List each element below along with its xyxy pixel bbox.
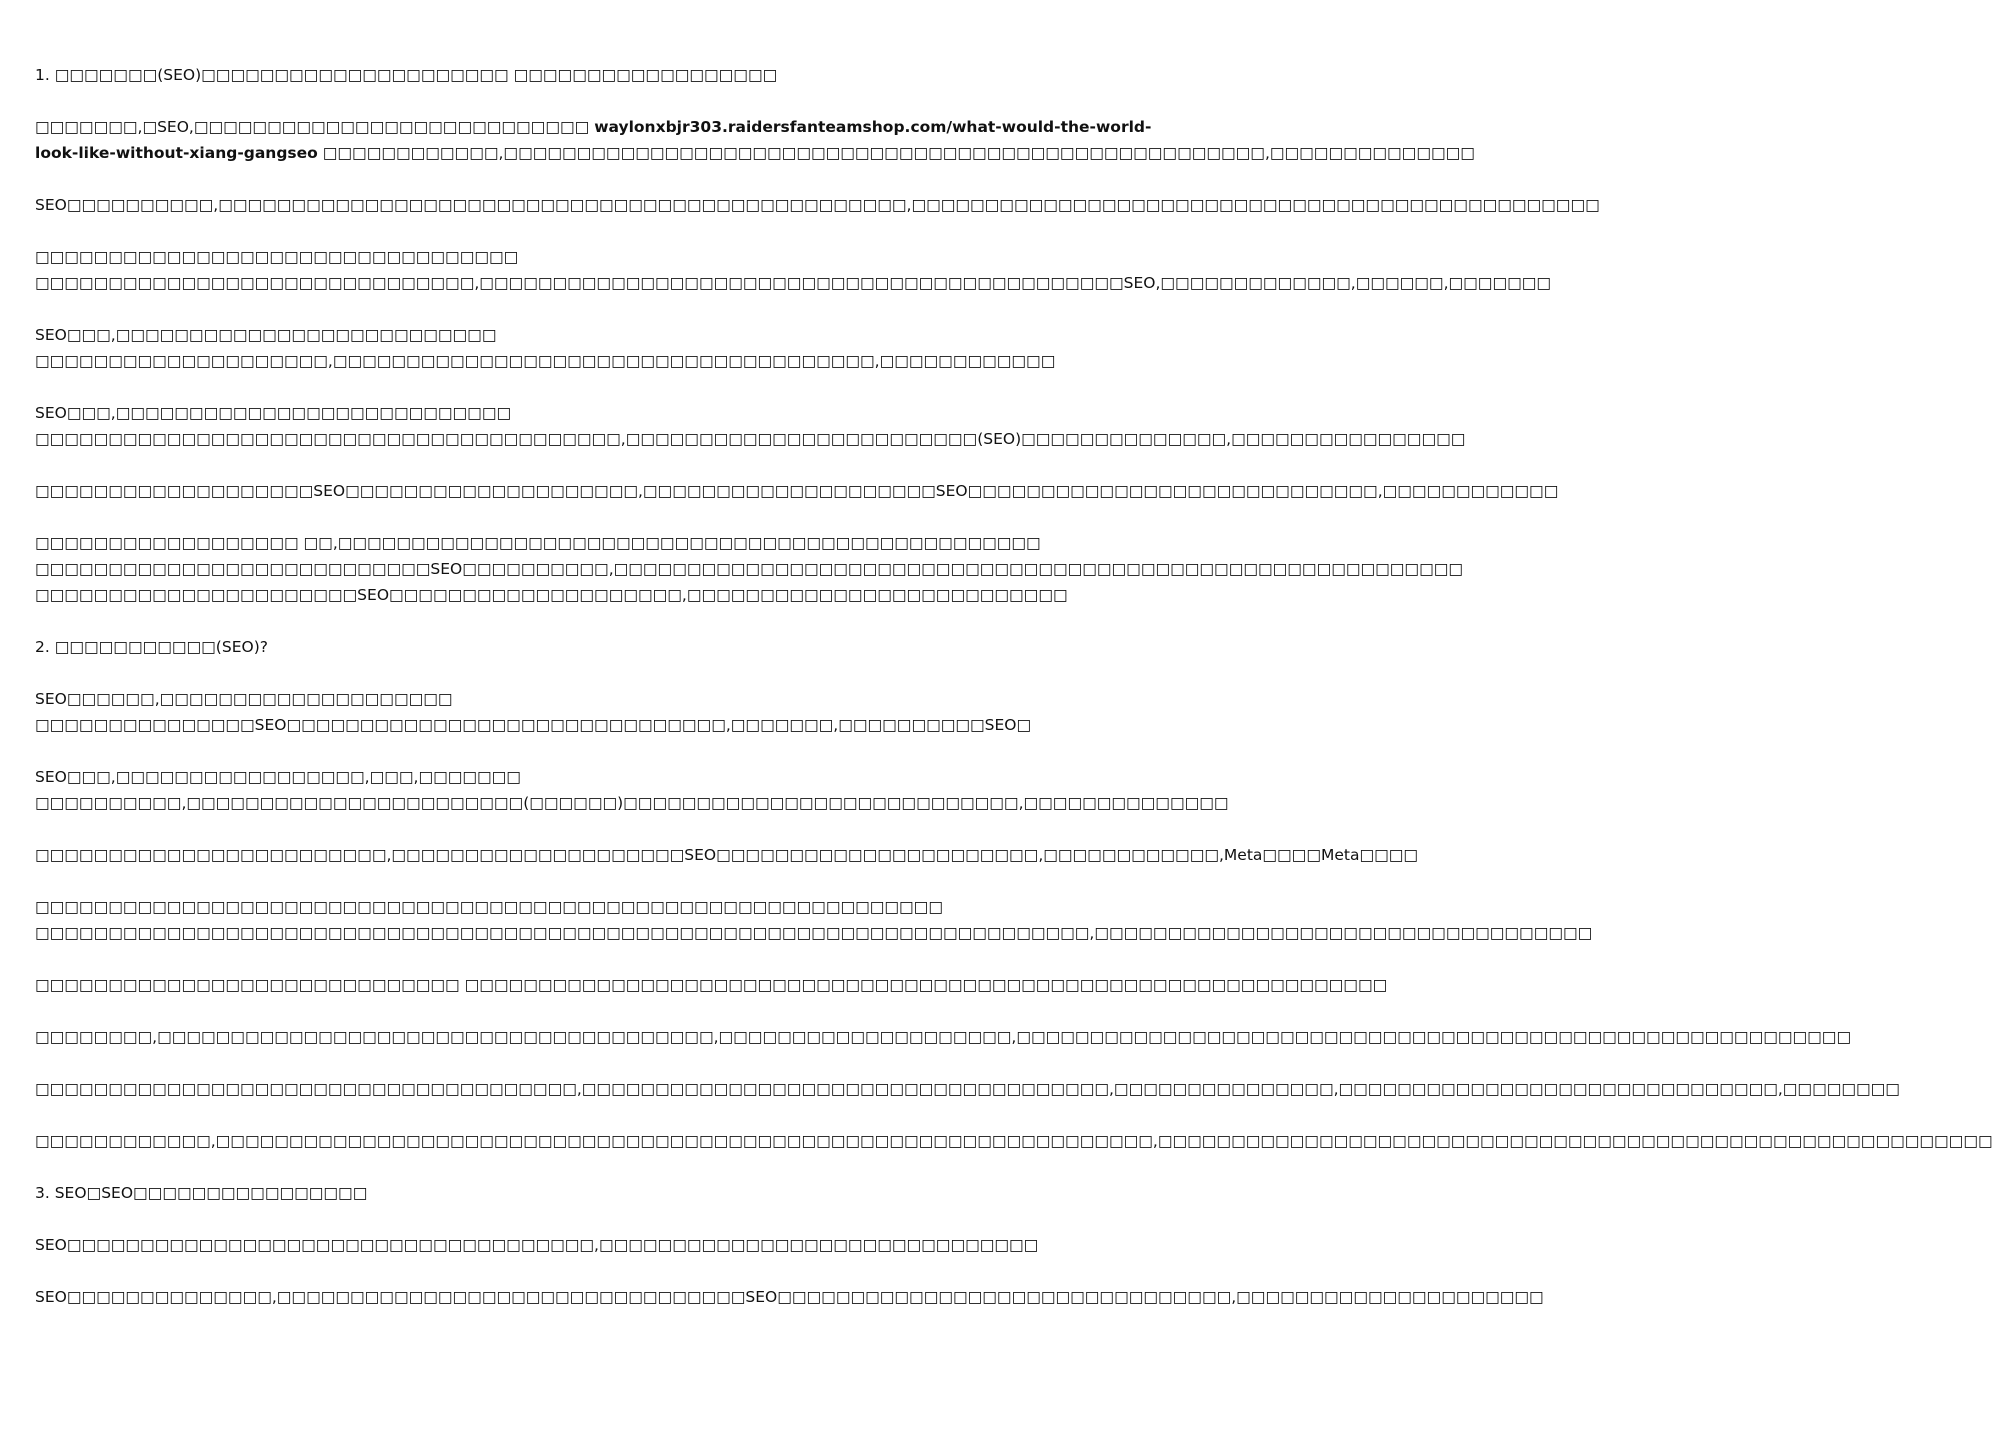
paragraph: □□□□□□□□□□□□□□□□□□□□□□□□□□□□□□□□□□□□□□□□□□□□□□□□□□□□□□□□□□□□□□ □□□□□□□□□□□□□□□□□□□□□□□□□□□□□□□□□□□□□□□□□□□□□□□□□□□□□□□□□□□□□□□□□□□□□□□□,□□□□□□□□□□□□□□□□□□□□□□□□□□□□□□□□□□	[35, 898, 1593, 942]
paragraph: □□□□□□□□□□□□□□□□□□□□□□□□,□□□□□□□□□□□□□□□□□□□□SEO□□□□□□□□□□□□□□□□□□□□□□,□□□□□□□□□□□□,Meta□□□□Meta□□□□	[35, 846, 1419, 864]
paragraph: □□□□□□□□□□□□□□□□□□□□□□□□□□□□□□□□□□□□□,□□□□□□□□□□□□□□□□□□□□□□□□□□□□□□□□□□□□,□□□□□□□□□□□□□□□,□□□□□□□□□□□□□□□□□□□□□□□□□□□□□□,□□□□□□□□	[35, 1080, 1900, 1098]
paragraph: □□□□□□□□□□□□□□□□□□ □□,□□□□□□□□□□□□□□□□□□□□□□□□□□□□□□□□□□□□□□□□□□□□□□□□ □□□□□□□□□□□□□□□□□□□□□□□□□□□SEO□□□□□□□□□□,□□□□□□□□□□□□□□□□□□□□□□□□□□□□□□□□□□□□□□□□□□□□□□□□□□□□□□□□□□ □□□□□□□□□□□□□□□□□□□□□□SEO□□□□□□□□□□□□□□□□□□□□,□□□□□□□□□□□□□□□□□□□□□□□□□□	[35, 534, 1464, 604]
paragraph: SEO□□□□□□□□□□,□□□□□□□□□□□□□□□□□□□□□□□□□□□□□□□□□□□□□□□□□□□□□□□,□□□□□□□□□□□□□□□□□□□□□□□□□□□□□□□□□□□□□□□□□□□□□□□	[35, 196, 1600, 214]
paragraph: SEO□□□,□□□□□□□□□□□□□□□□□□□□□□□□□□□ □□□□□□□□□□□□□□□□□□□□□□□□□□□□□□□□□□□□□□□□,□□□□□□□□□□□□□□□□□□□□□□□□(SEO)□□□□□□□□□□□□□□,□□□□□□□□□□□□□□□□	[35, 404, 1466, 448]
link-paragraph-line-2: look-like-without-xiang-gangseo □□□□□□□□□□□□,□□□□□□□□□□□□□□□□□□□□□□□□□□□□□□□□□□□□□□□□□□□□□□□□□□□□,□□□□□□□□□□□□□□	[35, 144, 1475, 162]
link-paragraph-line-1: □□□□□□□,□SEO,□□□□□□□□□□□□□□□□□□□□□□□□□□□ waylonxbjr303.raidersfanteamshop.com/what-would-the-world-	[35, 118, 1152, 136]
heading-section-2: 2. □□□□□□□□□□□(SEO)?	[35, 638, 268, 656]
heading-section-1: 1. □□□□□□□(SEO)□□□□□□□□□□□□□□□□□□□□□ □□□□□□□□□□□□□□□□□□	[35, 66, 778, 84]
paragraph: SEO□□□□□□,□□□□□□□□□□□□□□□□□□□□ □□□□□□□□□□□□□□□SEO□□□□□□□□□□□□□□□□□□□□□□□□□□□□□□,□□□□□□□,□□□□□□□□□□SEO□	[35, 690, 1032, 734]
paragraph: SEO□□□,□□□□□□□□□□□□□□□□□□□□□□□□□□ □□□□□□□□□□□□□□□□□□□□,□□□□□□□□□□□□□□□□□□□□□□□□□□□□□□□□□□□□□,□□□□□□□□□□□□	[35, 326, 1056, 370]
paragraph: □□□□□□□□□□□□□□□□□□□SEO□□□□□□□□□□□□□□□□□□□□,□□□□□□□□□□□□□□□□□□□□SEO□□□□□□□□□□□□□□□□□□□□□□□□□□□□,□□□□□□□□□□□□	[35, 482, 1559, 500]
document-body	[35, 62, 1993, 1336]
paragraph: □□□□□□□□□□□□,□□□□□□□□□□□□□□□□□□□□□□□□□□□□□□□□□□□□□□□□□□□□□□□□□□□□□□□□□□□□□□□□,□□□□□□□□□□□□□□□□□□□□□□□□□□□□□□□□□□□□□□□□□□□□□□□□□□□□□□□□□	[35, 1132, 1993, 1150]
article-link-continued[interactable]: look-like-without-xiang-gangseo	[35, 144, 318, 162]
paragraph: □□□□□□□□,□□□□□□□□□□□□□□□□□□□□□□□□□□□□□□□□□□□□□□,□□□□□□□□□□□□□□□□□□□□,□□□□□□□□□□□□□□□□□□□□□□□□□□□□□□□□□□□□□□□□□□□□□□□□□□□□□□□□□	[35, 1028, 1852, 1046]
article-link[interactable]: waylonxbjr303.raidersfanteamshop.com/what-would-the-world-	[594, 118, 1152, 136]
paragraph-with-link	[35, 114, 1475, 166]
paragraph: SEO□□□□□□□□□□□□□□□□□□□□□□□□□□□□□□□□□□□□,□□□□□□□□□□□□□□□□□□□□□□□□□□□□□□	[35, 1236, 1039, 1254]
paragraph: □□□□□□□□□□□□□□□□□□□□□□□□□□□□□□□□□ □□□□□□□□□□□□□□□□□□□□□□□□□□□□□□,□□□□□□□□□□□□□□□□□□□□□□□□□□□□□□□□□□□□□□□□□□□□SEO,□□□□□□□□□□□□□,□□□□□□,□□□□□□□	[35, 248, 1552, 292]
paragraph: □□□□□□□□□□□□□□□□□□□□□□□□□□□□□ □□□□□□□□□□□□□□□□□□□□□□□□□□□□□□□□□□□□□□□□□□□□□□□□□□□□□□□□□□□□□□□	[35, 976, 1388, 994]
heading-section-3: 3. SEO□SEO□□□□□□□□□□□□□□□□	[35, 1184, 368, 1202]
paragraph: SEO□□□,□□□□□□□□□□□□□□□□□,□□□,□□□□□□□ □□□□□□□□□□,□□□□□□□□□□□□□□□□□□□□□□□(□□□□□□)□□□□□□□□□□□□□□□□□□□□□□□□□□□,□□□□□□□□□□□□□□	[35, 768, 1229, 812]
paragraph: SEO□□□□□□□□□□□□□□,□□□□□□□□□□□□□□□□□□□□□□□□□□□□□□□□SEO□□□□□□□□□□□□□□□□□□□□□□□□□□□□□□□,□□□□□□□□□□□□□□□□□□□□□	[35, 1288, 1544, 1306]
